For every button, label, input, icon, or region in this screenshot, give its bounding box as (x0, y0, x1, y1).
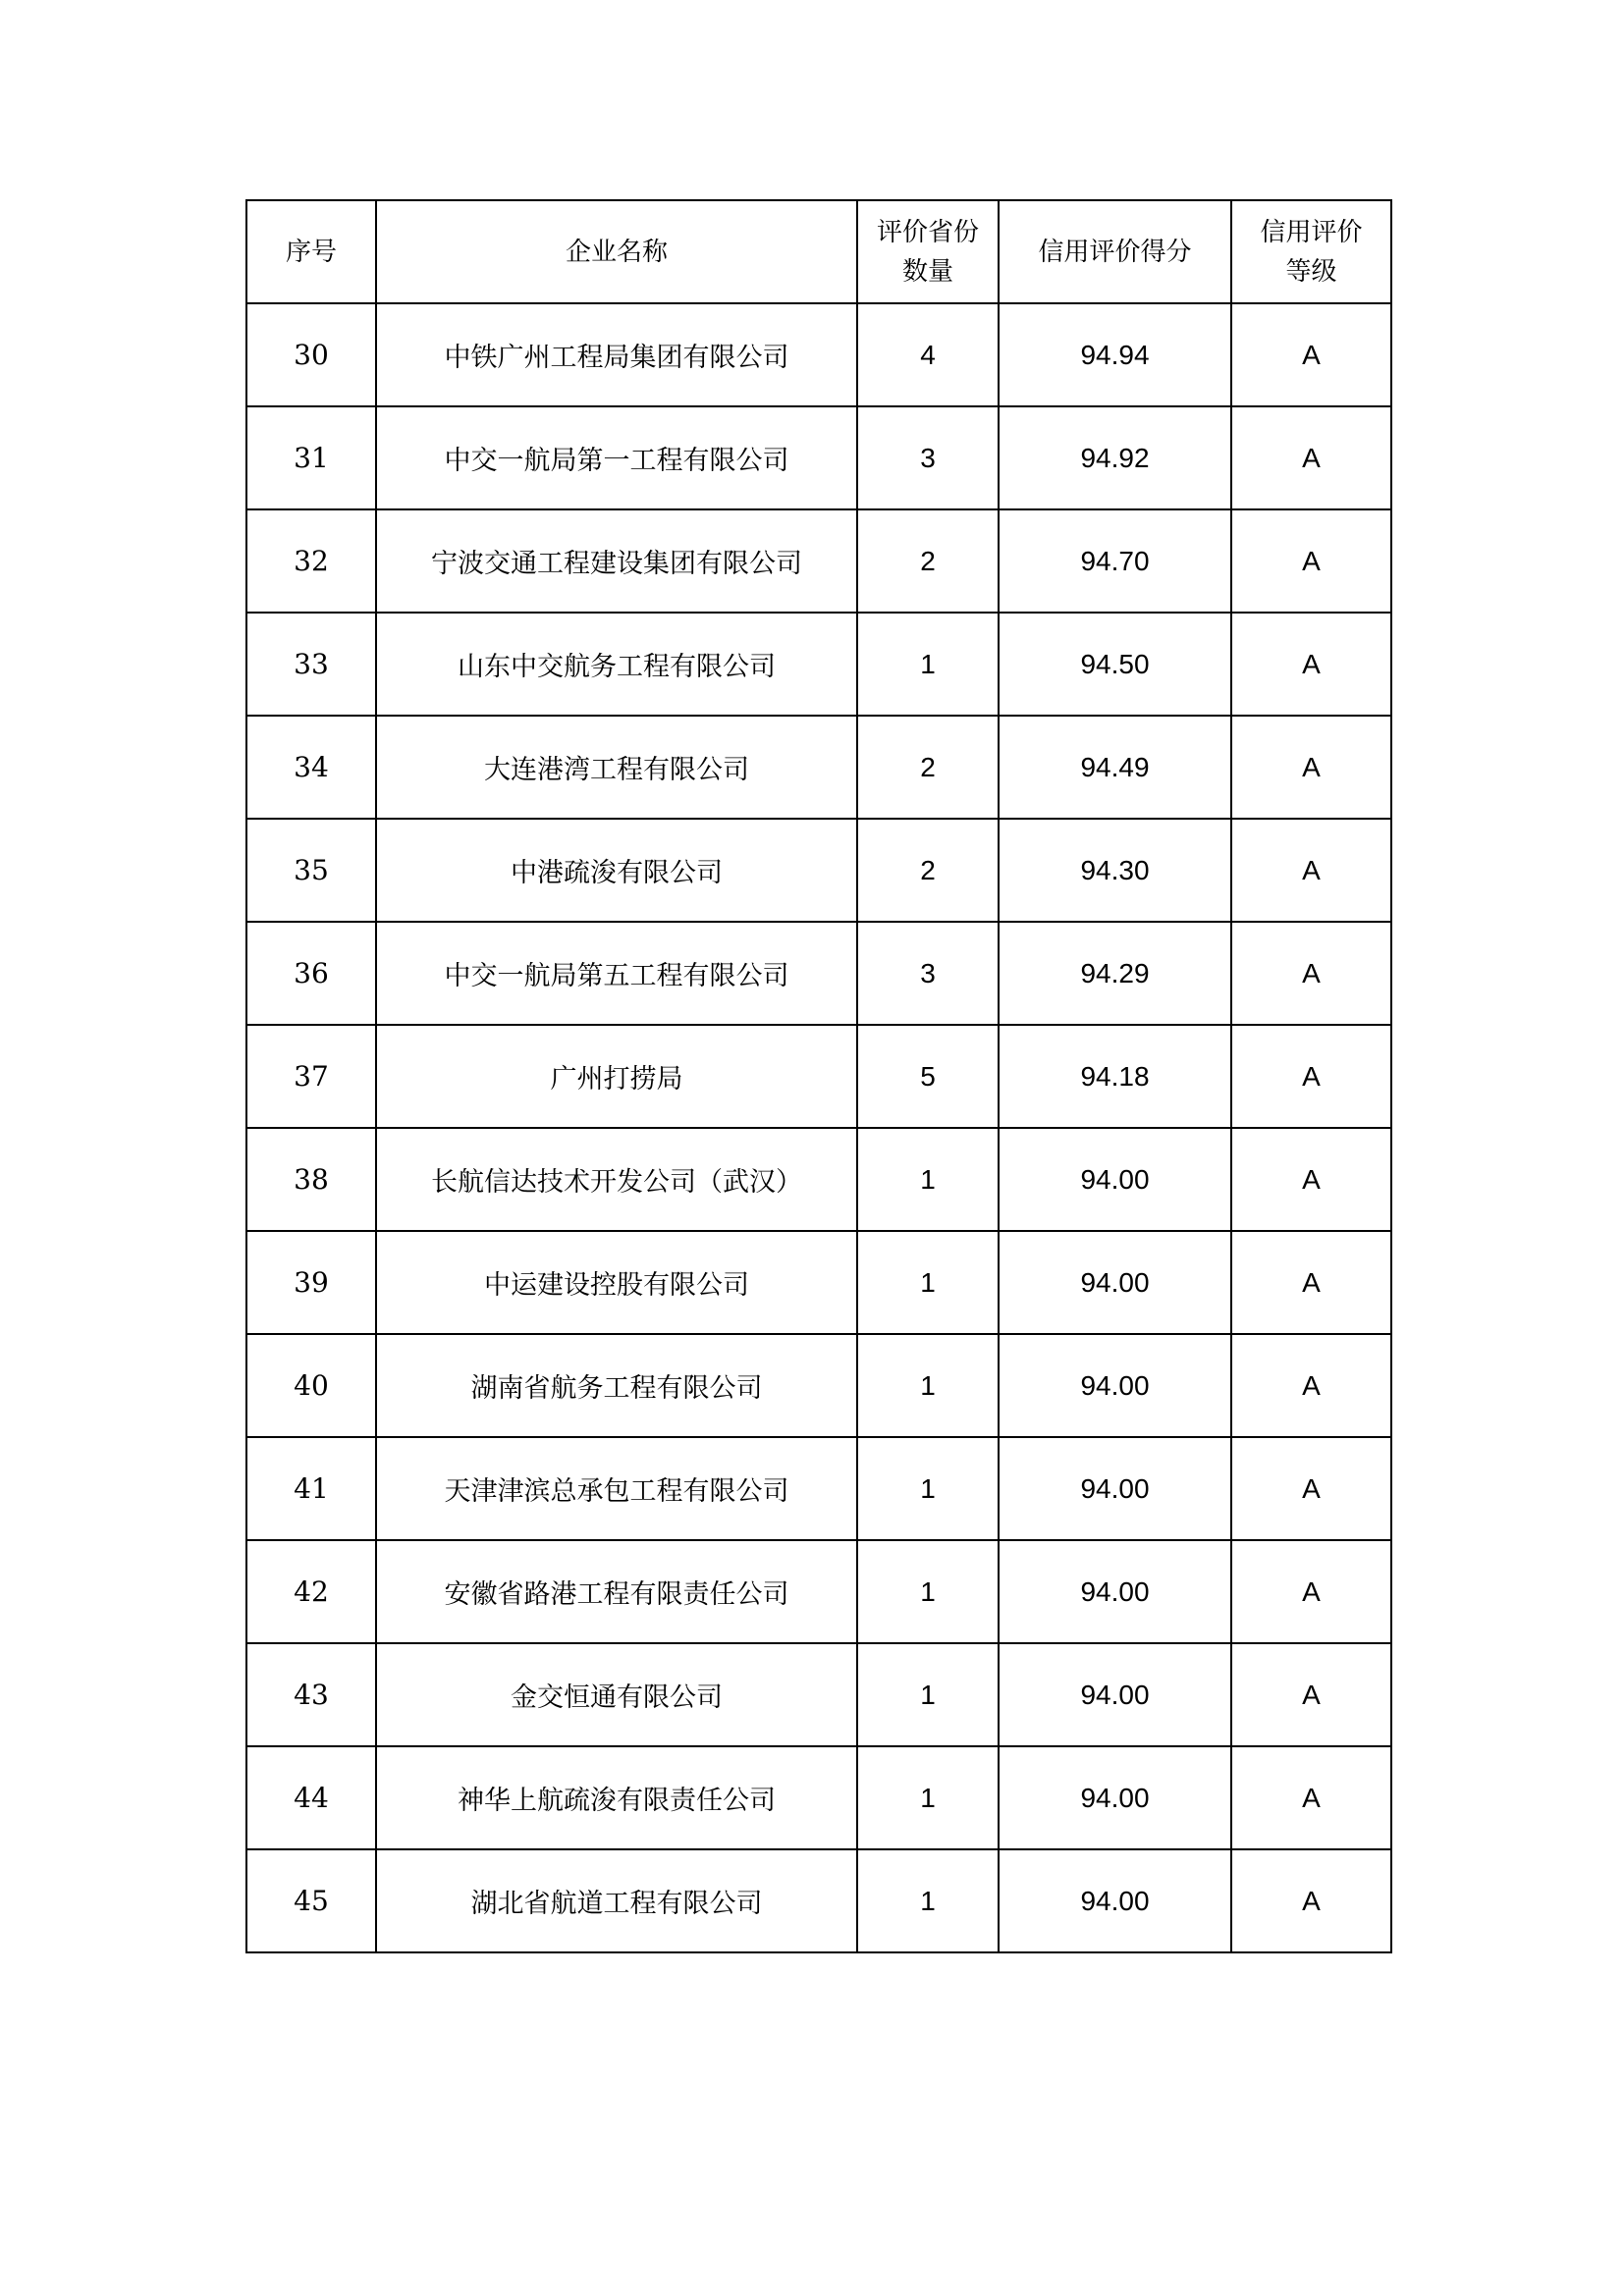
row-index: 38 (246, 1128, 376, 1231)
credit-grade: A (1231, 303, 1391, 406)
credit-score: 94.00 (999, 1540, 1231, 1643)
row-index: 42 (246, 1540, 376, 1643)
credit-score: 94.70 (999, 509, 1231, 613)
company-name: 中铁广州工程局集团有限公司 (376, 303, 857, 406)
table-row (246, 303, 1391, 406)
credit-grade: A (1231, 1643, 1391, 1746)
table-row (246, 922, 1391, 1025)
company-name: 湖北省航道工程有限公司 (376, 1849, 857, 1952)
credit-score: 94.18 (999, 1025, 1231, 1128)
header-credit-grade-line1: 信用评价 (1260, 217, 1363, 247)
province-count: 1 (857, 1437, 999, 1540)
credit-grade: A (1231, 1540, 1391, 1643)
province-count: 1 (857, 1128, 999, 1231)
table-row (246, 1437, 1391, 1540)
row-index: 41 (246, 1437, 376, 1540)
province-count: 1 (857, 1746, 999, 1849)
province-count: 1 (857, 1849, 999, 1952)
credit-grade: A (1231, 716, 1391, 819)
header-company-name: 企业名称 (376, 200, 857, 303)
row-index: 45 (246, 1849, 376, 1952)
row-index: 40 (246, 1334, 376, 1437)
company-name: 广州打捞局 (376, 1025, 857, 1128)
header-province-count-line2: 数量 (901, 256, 953, 287)
credit-score: 94.00 (999, 1334, 1231, 1437)
table-row (246, 819, 1391, 922)
credit-score: 94.00 (999, 1746, 1231, 1849)
row-index: 32 (246, 509, 376, 613)
credit-grade: A (1231, 1746, 1391, 1849)
company-name: 中港疏浚有限公司 (376, 819, 857, 922)
table-row (246, 1746, 1391, 1849)
company-name: 湖南省航务工程有限公司 (376, 1334, 857, 1437)
company-name: 安徽省路港工程有限责任公司 (376, 1540, 857, 1643)
credit-grade: A (1231, 1128, 1391, 1231)
province-count: 2 (857, 819, 999, 922)
province-count: 1 (857, 1643, 999, 1746)
company-name: 金交恒通有限公司 (376, 1643, 857, 1746)
row-index: 37 (246, 1025, 376, 1128)
row-index: 31 (246, 406, 376, 509)
credit-score: 94.30 (999, 819, 1231, 922)
credit-grade: A (1231, 1437, 1391, 1540)
table-row (246, 716, 1391, 819)
table-row (246, 509, 1391, 613)
province-count: 1 (857, 613, 999, 716)
credit-score: 94.29 (999, 922, 1231, 1025)
company-name: 中交一航局第一工程有限公司 (376, 406, 857, 509)
header-credit-grade (1231, 200, 1391, 303)
credit-score: 94.94 (999, 303, 1231, 406)
credit-rating-table (245, 199, 1392, 1953)
row-index: 43 (246, 1643, 376, 1746)
province-count: 1 (857, 1231, 999, 1334)
row-index: 34 (246, 716, 376, 819)
credit-score: 94.00 (999, 1231, 1231, 1334)
table-row (246, 1643, 1391, 1746)
credit-score: 94.00 (999, 1128, 1231, 1231)
credit-grade: A (1231, 1025, 1391, 1128)
province-count: 1 (857, 1540, 999, 1643)
credit-score: 94.00 (999, 1437, 1231, 1540)
credit-grade: A (1231, 509, 1391, 613)
company-name: 天津津滨总承包工程有限公司 (376, 1437, 857, 1540)
row-index: 35 (246, 819, 376, 922)
province-count: 5 (857, 1025, 999, 1128)
credit-score: 94.50 (999, 613, 1231, 716)
table-row (246, 1025, 1391, 1128)
header-province-count (857, 200, 999, 303)
table-row (246, 406, 1391, 509)
table-body (246, 303, 1391, 1952)
row-index: 36 (246, 922, 376, 1025)
table-row (246, 1334, 1391, 1437)
table-row (246, 1231, 1391, 1334)
credit-grade: A (1231, 819, 1391, 922)
province-count: 3 (857, 406, 999, 509)
row-index: 39 (246, 1231, 376, 1334)
credit-score: 94.49 (999, 716, 1231, 819)
table-row (246, 1540, 1391, 1643)
header-index: 序号 (246, 200, 376, 303)
company-name: 大连港湾工程有限公司 (376, 716, 857, 819)
province-count: 4 (857, 303, 999, 406)
credit-grade: A (1231, 406, 1391, 509)
province-count: 2 (857, 509, 999, 613)
header-credit-score: 信用评价得分 (999, 200, 1231, 303)
province-count: 3 (857, 922, 999, 1025)
company-name: 山东中交航务工程有限公司 (376, 613, 857, 716)
table-header (246, 200, 1391, 303)
header-row (246, 200, 1391, 303)
company-name: 长航信达技术开发公司（武汉） (376, 1128, 857, 1231)
credit-grade: A (1231, 1849, 1391, 1952)
credit-grade: A (1231, 1334, 1391, 1437)
table-row (246, 613, 1391, 716)
province-count: 1 (857, 1334, 999, 1437)
credit-score: 94.92 (999, 406, 1231, 509)
company-name: 神华上航疏浚有限责任公司 (376, 1746, 857, 1849)
credit-score: 94.00 (999, 1643, 1231, 1746)
credit-grade: A (1231, 922, 1391, 1025)
company-name: 宁波交通工程建设集团有限公司 (376, 509, 857, 613)
header-credit-grade-line2: 等级 (1285, 256, 1337, 287)
row-index: 30 (246, 303, 376, 406)
header-province-count-line1: 评价省份 (876, 217, 979, 247)
company-name: 中运建设控股有限公司 (376, 1231, 857, 1334)
credit-grade: A (1231, 1231, 1391, 1334)
table-row (246, 1128, 1391, 1231)
credit-score: 94.00 (999, 1849, 1231, 1952)
company-name: 中交一航局第五工程有限公司 (376, 922, 857, 1025)
table-row (246, 1849, 1391, 1952)
row-index: 44 (246, 1746, 376, 1849)
credit-grade: A (1231, 613, 1391, 716)
province-count: 2 (857, 716, 999, 819)
row-index: 33 (246, 613, 376, 716)
